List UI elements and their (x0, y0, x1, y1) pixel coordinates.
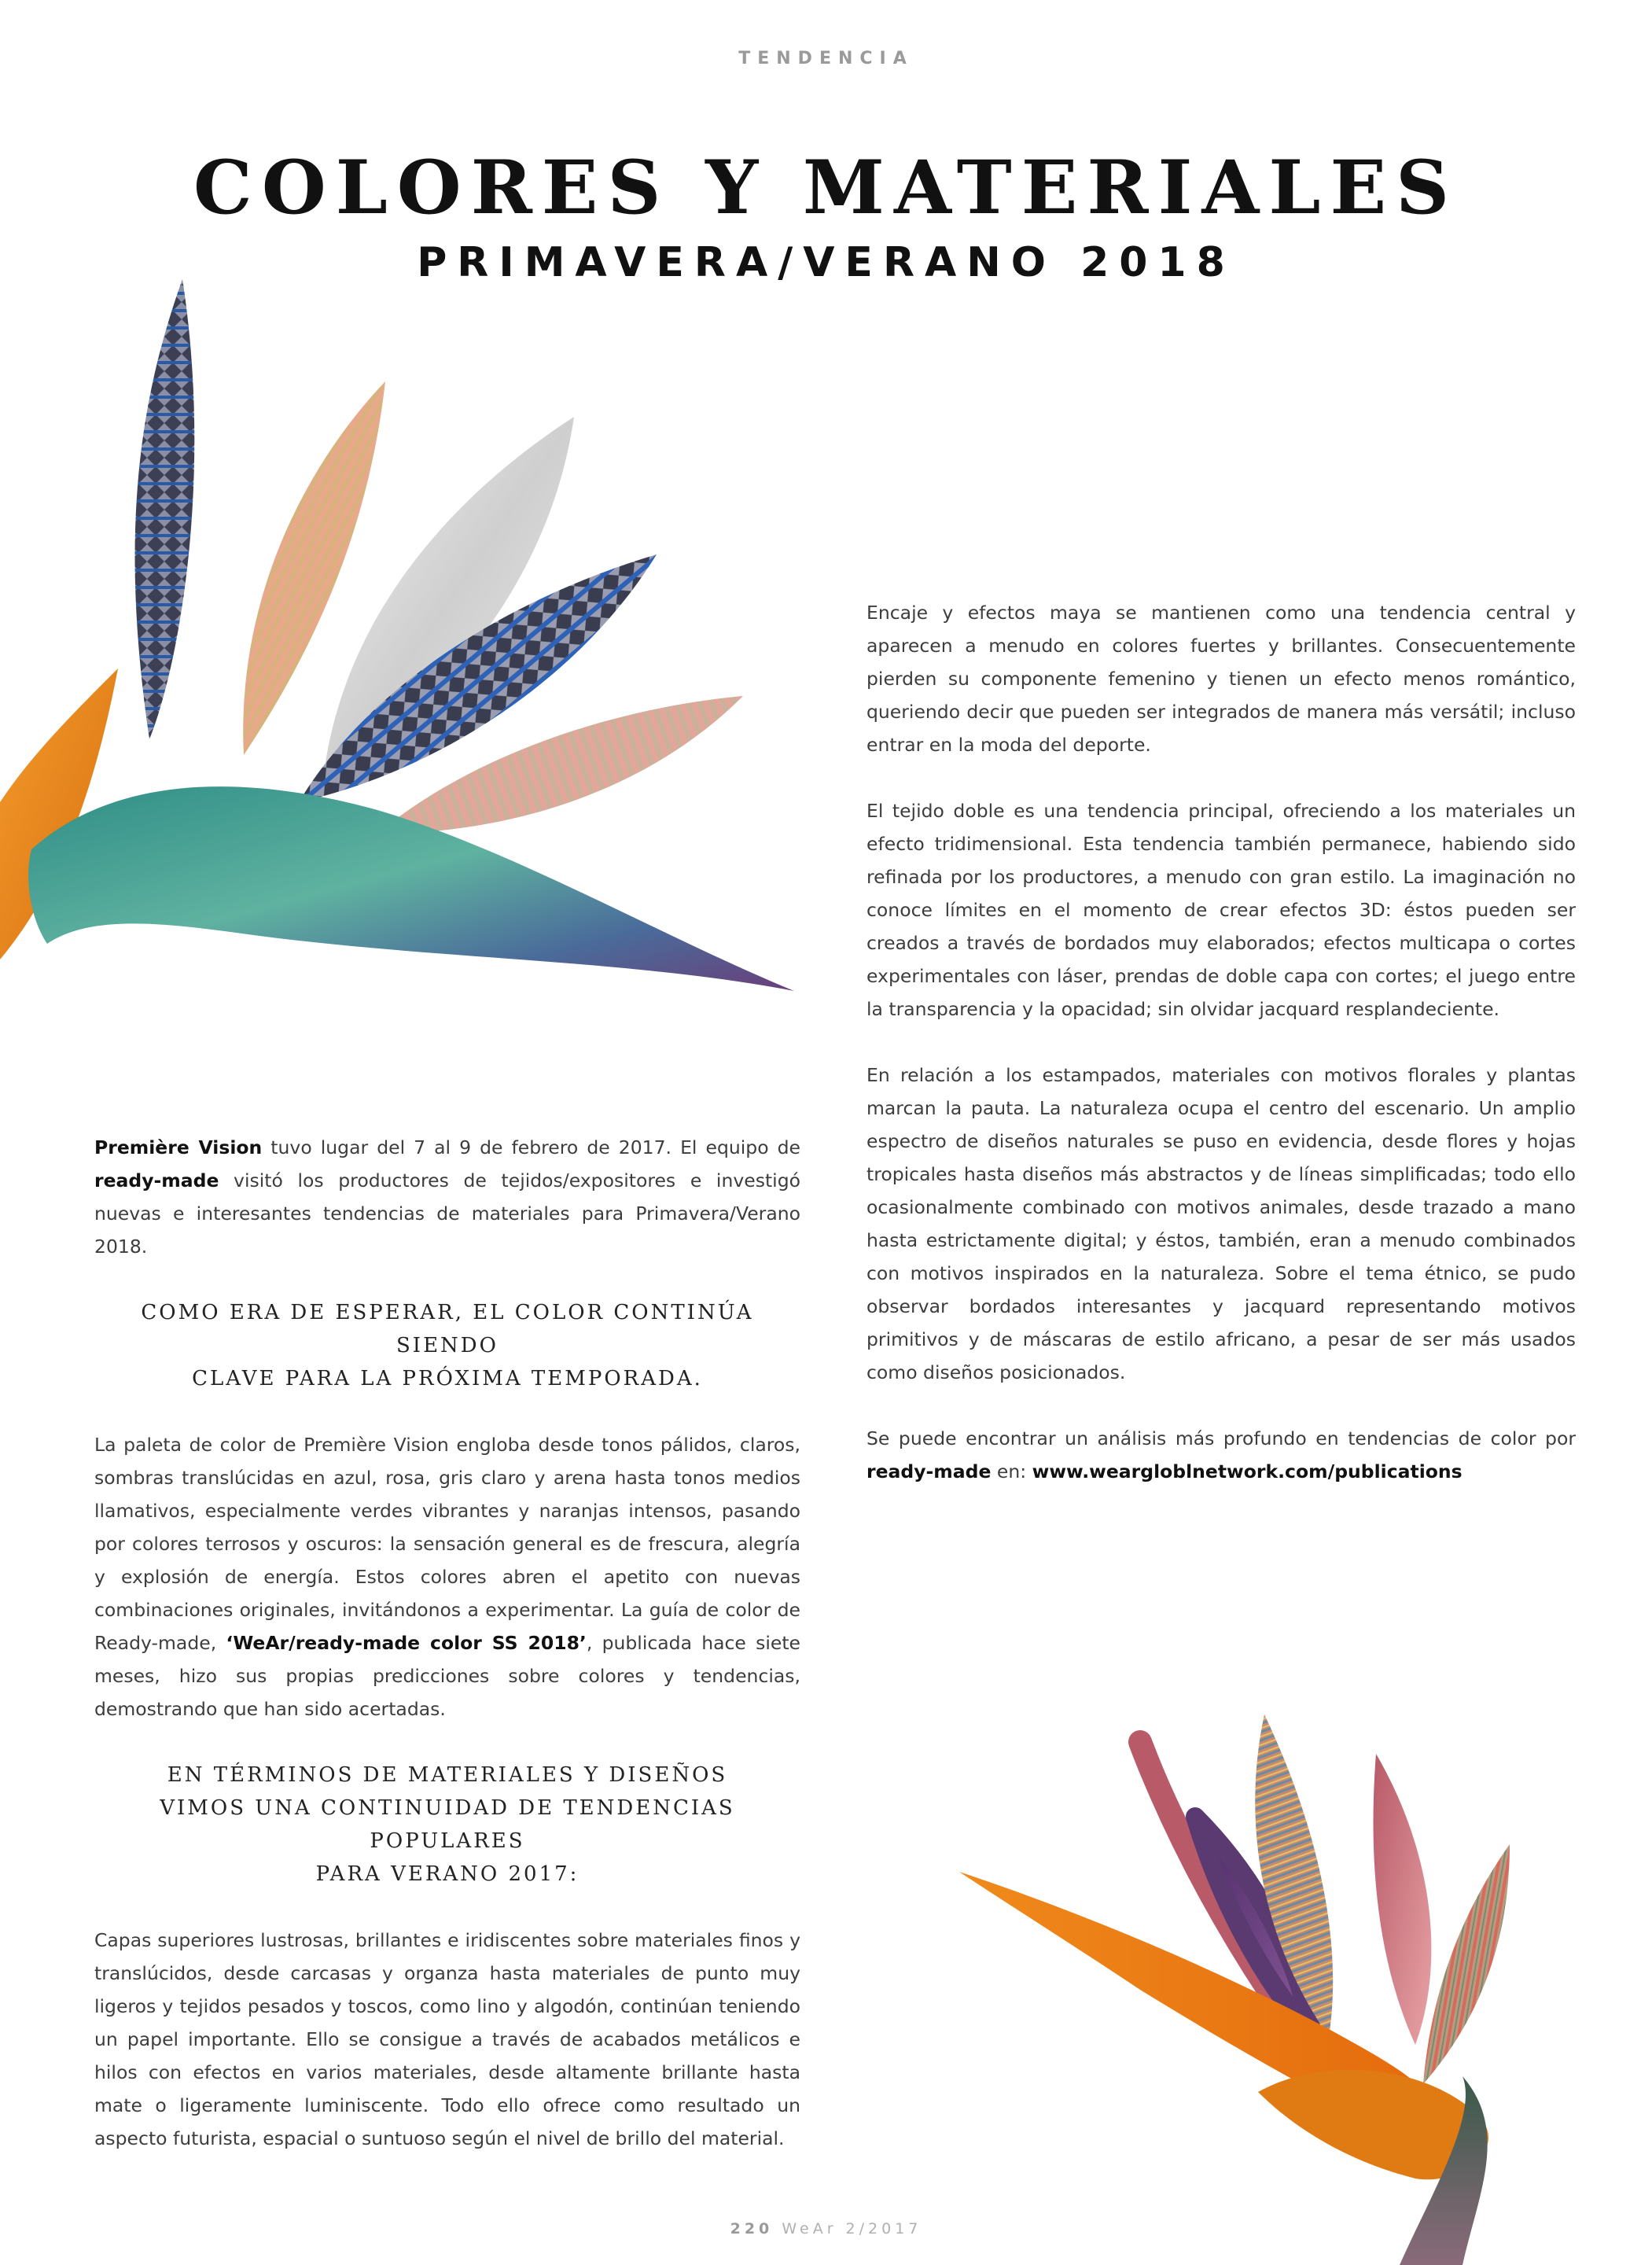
bird-of-paradise-illustration-bottom (959, 1707, 1652, 2265)
palette-paragraph: La paleta de color de Première Vision engloba desde tonos pálidos, claros, sombras translúcidas en azul, rosa, gris claro y arena hasta tonos medios llamativos, especialmente verdes vibrantes y naranjas intensos, pasando por colores terrosos y oscuros: la sensación general es de frescura, alegría y explosión de energía. Estos colores abren el apetito con nuevas combinaciones originales, invitándonos a experimentar. La guía de color de Ready-made, ‘WeAr/ready-made color SS 2018’, publicada hace siete meses, hizo sus propias predicciones sobre colores y tendencias, demostrando que han sido acertadas. (94, 1434, 800, 1720)
page-number: 220 (730, 2220, 774, 2237)
page-footer (0, 2220, 1652, 2237)
left-column (94, 1131, 800, 2188)
lace-paragraph: Encaje y efectos maya se mantienen como una tendencia central y aparecen a menudo en colores fuertes y brillantes. Consecuentemente pierden su componente femenino y tienen un efecto menos romántico, queriendo decir que pueden ser integrados de manera más versátil; incluso entrar en la moda del deporte. (866, 602, 1576, 756)
brand-premiere-vision: Première Vision (94, 1136, 263, 1158)
page-subtitle: PRIMAVERA/VERANO 2018 (417, 239, 1235, 286)
further-analysis-paragraph: Se puede encontrar un análisis más profundo en tendencias de color por ready-made en: www.weargloblnetwork.com/publications (866, 1427, 1576, 1482)
right-column (866, 596, 1576, 1521)
section-heading-materials: EN TÉRMINOS DE MATERIALES Y DISEÑOS VIMOS UNA CONTINUIDAD DE TENDENCIAS POPULARES PARA VERANO 2017: (160, 1763, 735, 1886)
bird-of-paradise-illustration-top (0, 267, 802, 1022)
prints-paragraph: En relación a los estampados, materiales con motivos florales y plantas marcan la pauta. La naturaleza ocupa el centro del escenario. Un amplio espectro de diseños naturales se puso en evidencia, desde flores y hojas tropicales hasta diseños más abstractos y de líneas simplificadas; todo ello ocasionalmente combinado con motivos animales, desde trazado a mano hasta estrictamente digital; y éstos, también, eran a menudo combinados con motivos inspirados en la naturaleza. Sobre el tema étnico, se pudo observar bordados interesantes y jacquard representando motivos primitivos y de máscaras de estilo africano, a pesar de ser más usados como diseños posicionados. (866, 1064, 1576, 1383)
layers-paragraph: Capas superiores lustrosas, brillantes e iridiscentes sobre materiales finos y translúcidos, desde carcasas y organza hasta materiales de punto muy ligeros y tejidos pesados y toscos, como lino y algodón, continúan teniendo un papel importante. Ello se consigue a través de acabados metálicos e hilos con efectos en varios materiales, desde altamente brillante hasta mate o ligeramente luminiscente. Todo ello ofrece como resultado un aspecto futurista, espacial o suntuoso según el nivel de brillo del material. (94, 1929, 800, 2149)
intro-paragraph: Première Vision tuvo lugar del 7 al 9 de febrero de 2017. El equipo de ready-made visitó los productores de tejidos/expositores e investigó nuevas e interesantes tendencias de materiales para Primavera/Verano 2018. (94, 1136, 800, 1258)
double-fabric-paragraph: El tejido doble es una tendencia principal, ofreciendo a los materiales un efecto tridimensional. Esta tendencia también permanece, habiendo sido refinada por los productores, a menudo con gran estilo. La imaginación no conoce límites en el momento de crear efectos 3D: éstos pueden ser creados a través de bordados muy elaborados; efectos multicapa o cortes experimentales con láser, prendas de doble capa con cortes; el juego entre la transparencia y la opacidad; sin olvidar jacquard resplandeciente. (866, 800, 1576, 1020)
color-guide-title: ‘WeAr/ready-made color SS 2018’ (226, 1632, 587, 1654)
section-heading-color: COMO ERA DE ESPERAR, EL COLOR CONTINÚA SIENDO CLAVE PARA LA PRÓXIMA TEMPORADA. (141, 1301, 754, 1390)
page-title: COLORES Y MATERIALES (193, 145, 1459, 231)
brand-ready-made: ready-made (94, 1169, 219, 1191)
publications-url-link[interactable]: www.weargloblnetwork.com/publications (1032, 1460, 1463, 1482)
magazine-issue: WeAr 2/2017 (782, 2220, 922, 2237)
brand-ready-made-link: ready-made (866, 1460, 992, 1482)
section-kicker: TENDENCIA (738, 49, 914, 68)
